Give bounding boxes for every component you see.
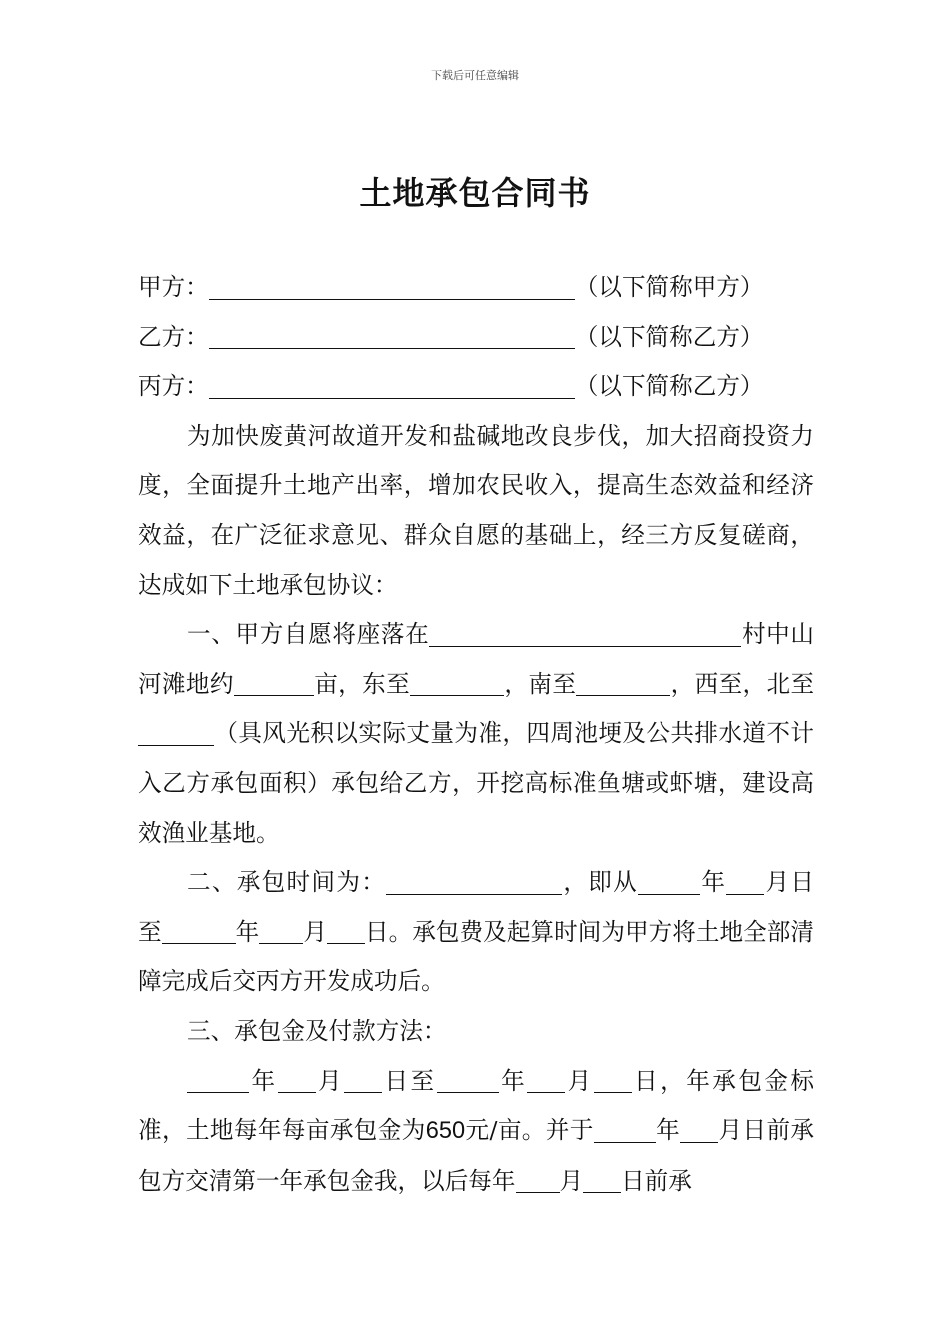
clause-3-text-g: 元/亩。并于 — [465, 1116, 594, 1145]
fee-start-month-blank[interactable] — [278, 1067, 316, 1093]
term-blank[interactable] — [386, 869, 562, 895]
party-c-blank[interactable] — [209, 373, 575, 399]
fee-start-day-blank[interactable] — [344, 1067, 382, 1093]
clause-1-text-a: 一、甲方自愿将座落在 — [187, 620, 430, 649]
start-year-blank[interactable] — [638, 869, 700, 895]
party-c-label: 丙方： — [138, 372, 209, 401]
clause-3-text-h: 年 — [655, 1116, 681, 1145]
clause-3-text-j: 月 — [559, 1166, 584, 1195]
clause-3-text-e: 月 — [565, 1066, 594, 1095]
east-boundary-blank[interactable] — [410, 671, 504, 697]
contract-body — [138, 263, 814, 1206]
clause-1-text-f: （具风光积以实际丈量为准，四周池埂及公共排水道不计入乙方承包面积）承包给乙方，开挖高标准鱼塘或虾塘，建设高效渔业基地。 — [138, 719, 814, 847]
fee-start-year-blank[interactable] — [187, 1067, 249, 1093]
clause-1 — [138, 610, 814, 858]
clause-3-text-c: 日至 — [382, 1066, 437, 1095]
clause-2-text-a: 二、承包时间为： — [187, 868, 387, 897]
fee-end-day-blank[interactable] — [594, 1067, 632, 1093]
party-b-label: 乙方： — [138, 322, 209, 351]
clause-3-text-b: 月 — [315, 1066, 345, 1095]
clause-3-heading: 三、承包金及付款方法： — [187, 1016, 447, 1045]
clause-3-text-f: 日，年承包金标准，土地每年每亩承包金为 — [138, 1066, 815, 1145]
clause-3 — [138, 1057, 814, 1207]
clause-3-text-k: 日前承 — [621, 1166, 692, 1195]
village-blank[interactable] — [429, 621, 741, 647]
clause-2 — [138, 858, 814, 1007]
end-day-blank[interactable] — [327, 919, 365, 945]
clause-2-text-g: 日。承包费及起算时间为甲方将土地全部清障完成后交丙方开发成功后。 — [138, 917, 815, 996]
clause-2-text-d: 月日至 — [138, 868, 815, 946]
first-payment-month-blank[interactable] — [680, 1117, 718, 1143]
party-a-suffix: （以下简称甲方） — [574, 273, 764, 301]
fee-end-month-blank[interactable] — [527, 1067, 565, 1093]
party-a-line — [138, 263, 814, 313]
party-a-blank[interactable] — [209, 274, 575, 300]
intro-paragraph: 为加快废黄河故道开发和盐碱地改良步伐，加大招商投资力度，全面提升土地产出率，增加农民收入，提高生态效益和经济效益，在广泛征求意见、群众自愿的基础上，经三方反复磋商，达成如下土地承包协议： — [138, 421, 814, 599]
north-boundary-blank[interactable] — [138, 720, 214, 746]
clause-2-text-c: 年 — [700, 868, 727, 897]
area-blank[interactable] — [234, 671, 314, 697]
clause-3-text-d: 年 — [498, 1066, 528, 1095]
clause-1-text-b: 村中山河滩地约 — [138, 620, 815, 698]
party-a-label: 甲方： — [138, 273, 209, 301]
header-note: 下载后可任意编辑 — [431, 69, 519, 82]
clause-1-text-e: ，西至，北至 — [670, 669, 815, 698]
annual-payment-month-blank[interactable] — [516, 1168, 560, 1194]
clause-2-text-f: 月 — [303, 917, 327, 946]
clause-3-text-i: 月日前承包方交清第一年承包金我，以后每年 — [138, 1116, 815, 1195]
clause-1-text-d: ，南至 — [504, 669, 577, 698]
annual-payment-day-blank[interactable] — [583, 1168, 621, 1194]
party-c-line — [138, 362, 814, 412]
price-per-mu: 650 — [425, 1118, 466, 1145]
clause-3-text-a: 年 — [249, 1066, 278, 1095]
clause-2-text-e: 年 — [235, 917, 260, 946]
south-boundary-blank[interactable] — [576, 671, 670, 697]
end-year-blank[interactable] — [162, 919, 236, 945]
party-b-blank[interactable] — [209, 324, 575, 350]
clause-1-text-c: 亩，东至 — [313, 669, 411, 698]
party-b-line — [138, 313, 814, 363]
party-b-suffix: （以下简称乙方） — [574, 322, 764, 351]
fee-end-year-blank[interactable] — [437, 1067, 499, 1093]
document-title: 土地承包合同书 — [359, 174, 591, 212]
start-month-blank[interactable] — [726, 869, 764, 895]
party-c-suffix: （以下简称乙方） — [574, 372, 764, 401]
first-payment-year-blank[interactable] — [594, 1117, 656, 1143]
end-month-blank[interactable] — [259, 919, 303, 945]
clause-2-text-b: ，即从 — [562, 868, 639, 897]
